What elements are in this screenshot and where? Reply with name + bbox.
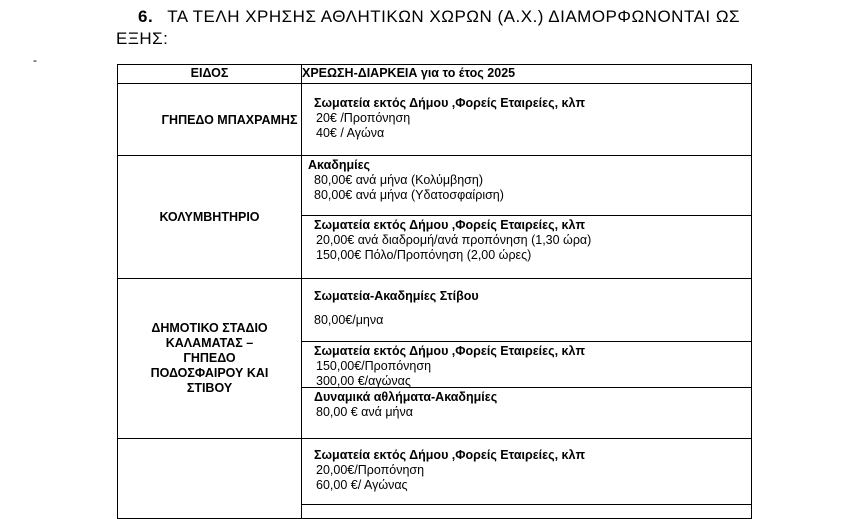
- venue-name-line: ΔΗΜΟΤΙΚΟ ΣΤΑΔΙΟ: [151, 321, 268, 335]
- venue-name-line: ΣΤΙΒΟΥ: [186, 381, 233, 395]
- charge-title: Σωματεία εκτός Δήμου ,Φορείς Εταιρείες, κλπ: [314, 344, 586, 358]
- charge-title: Δυναμικά αθλήματα-Ακαδημίες: [314, 390, 498, 404]
- venue-name-line: ΚΑΛΑΜΑΤΑΣ –: [165, 336, 254, 350]
- charge-line: 300,00 €/αγώνας: [316, 374, 411, 388]
- charge-line: 80,00€/μηνα: [314, 313, 384, 327]
- charge-title: Σωματεία εκτός Δήμου ,Φορείς Εταιρείες, κλπ: [314, 218, 586, 232]
- table-row: [118, 156, 752, 279]
- heading-text-line1: ΤΑ ΤΕΛΗ ΧΡΗΣΗΣ ΑΘΛΗΤΙΚΩΝ ΧΩΡΩΝ (Α.Χ.) ΔΙΑΜΟΡΦΩΝΟΝΤΑΙ ΩΣ: [167, 7, 741, 26]
- fees-table: [117, 64, 752, 519]
- heading-text-line2: ΕΞΗΣ:: [116, 29, 169, 48]
- venue-cell: [118, 156, 302, 279]
- venue-name: ΓΗΠΕΔΟ ΜΠΑΧΡΑΜΗΣ: [161, 112, 298, 127]
- charge-block: [302, 279, 751, 341]
- venue-cell: [118, 279, 302, 439]
- charge-title: Σωματεία-Ακαδημίες Στίβου: [314, 289, 479, 303]
- header-type: ΕΙΔΟΣ: [118, 65, 302, 84]
- charge-cell: [302, 439, 752, 519]
- charge-block: [302, 439, 751, 496]
- charge-block: [302, 84, 751, 144]
- venue-cell: [118, 439, 302, 519]
- table-row: [118, 84, 752, 156]
- charge-title: Σωματεία εκτός Δήμου ,Φορείς Εταιρείες, κλπ: [314, 96, 586, 110]
- charge-line: 80,00€ ανά μήνα (Υδατοσφαίριση): [314, 188, 504, 202]
- table-row: [118, 439, 752, 519]
- charge-cell: [302, 279, 752, 439]
- table-header-row: [118, 65, 752, 84]
- section-heading: [116, 6, 756, 50]
- row-divider: [302, 504, 751, 505]
- charge-title: Σωματεία εκτός Δήμου ,Φορείς Εταιρείες, κλπ: [314, 448, 586, 462]
- margin-mark: -: [33, 53, 37, 67]
- charge-cell: [302, 84, 752, 156]
- charge-block: [302, 156, 751, 215]
- charge-block: [302, 387, 751, 423]
- charge-block: [302, 341, 751, 387]
- charge-title: Ακαδημίες: [308, 158, 371, 172]
- charge-line: 80,00 € ανά μήνα: [316, 405, 413, 419]
- venue-name-line: ΓΗΠΕΔΟ: [183, 351, 236, 365]
- charge-cell: [302, 156, 752, 279]
- table-row: [118, 279, 752, 439]
- charge-line: 150,00€ Πόλο/Προπόνηση (2,00 ώρες): [316, 248, 532, 262]
- charge-line: 20,00€ ανά διαδρομή/ανά προπόνηση (1,30 ώρα): [316, 233, 592, 247]
- charge-line: 150,00€/Προπόνηση: [316, 359, 432, 373]
- charge-line: 20€ /Προπόνηση: [316, 111, 411, 125]
- section-number: 6.: [138, 7, 154, 26]
- charge-line: 20,00€/Προπόνηση: [316, 463, 425, 477]
- header-charge: ΧΡΕΩΣΗ-ΔΙΑΡΚΕΙΑ για το έτος 2025: [302, 65, 752, 84]
- venue-name-line: ΠΟΔΟΣΦΑΙΡΟΥ ΚΑΙ: [150, 366, 269, 380]
- charge-line: 60,00 €/ Αγώνας: [316, 478, 408, 492]
- charge-line: 80,00€ ανά μήνα (Κολύμβηση): [314, 173, 484, 187]
- charge-line: 40€ / Αγώνα: [316, 126, 385, 140]
- venue-cell: [118, 84, 302, 156]
- charge-block: [302, 215, 751, 266]
- venue-name: ΚΟΛΥΜΒΗΤΗΡΙΟ: [159, 210, 260, 224]
